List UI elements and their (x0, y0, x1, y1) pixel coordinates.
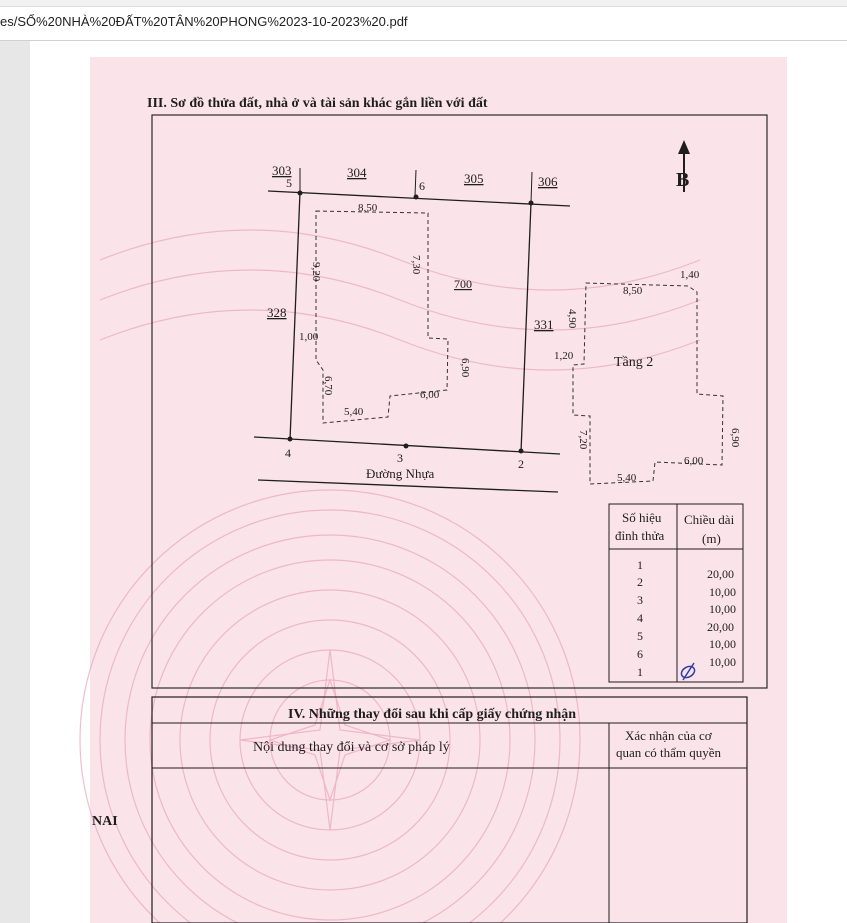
initial-mark-icon (679, 663, 696, 680)
f1-left: 9,20 (310, 262, 322, 282)
floor2-outline (573, 283, 723, 484)
f2-step: 1,20 (554, 350, 574, 362)
parcel-304: 304 (347, 165, 367, 180)
table-header-col1-line2: đỉnh thửa (615, 528, 665, 543)
table-header-col2-line1: Chiều dài (684, 512, 735, 527)
section4-col2-line1: Xác nhận của cơ (625, 728, 712, 743)
f1-bottom-r: 6,00 (420, 389, 440, 401)
floor2-label: Tầng 2 (614, 355, 654, 370)
parcel-306: 306 (538, 174, 558, 189)
vertex-4: 4 (285, 446, 291, 460)
table-vertex: 4 (637, 611, 643, 625)
parcel-303: 303 (272, 163, 292, 178)
f1-low: 6,70 (322, 376, 334, 396)
margin-text: NAI (92, 814, 118, 829)
parcel-331: 331 (534, 317, 554, 332)
f1-top: 8,50 (358, 202, 378, 214)
table-length: 20,00 (707, 620, 734, 634)
road-label: Đường Nhựa (366, 466, 435, 481)
f2-bottom-r: 6,00 (684, 455, 704, 467)
parcel-328: 328 (267, 305, 287, 320)
vertex-3: 3 (397, 451, 403, 465)
table-header-col1-line1: Số hiệu (622, 510, 662, 525)
table-vertex: 6 (637, 647, 643, 661)
vertex-6: 6 (419, 179, 425, 193)
table-vertex: 2 (637, 575, 643, 589)
top-boundary (268, 191, 570, 206)
section4-title: IV. Những thay đổi sau khi cấp giấy chứng nhận (288, 707, 577, 722)
table-vertex: 3 (637, 593, 643, 607)
f1-right: 6,90 (459, 358, 471, 378)
f1-bottom-l: 5,40 (344, 406, 364, 418)
table-length: 10,00 (709, 655, 736, 669)
vertex-length-table (609, 504, 743, 682)
svg-text:B: B (676, 169, 690, 191)
guilloche-pattern (80, 230, 700, 923)
left-boundary (290, 192, 300, 440)
vertex-2: 2 (518, 457, 524, 471)
north-arrow-icon (676, 140, 690, 192)
road-edge (258, 480, 558, 492)
f2-left-top: 4,90 (566, 309, 578, 329)
right-boundary (521, 203, 531, 452)
table-vertex: 1 (637, 665, 643, 679)
table-length: 10,00 (709, 585, 736, 599)
section4-col2-line2: quan có thẩm quyền (616, 745, 722, 760)
section4-col1: Nội dung thay đổi và cơ sở pháp lý (253, 740, 450, 755)
table-vertex: 5 (637, 629, 643, 643)
table-header-col2-line2: (m) (702, 531, 721, 546)
f2-bottom-l: 5,40 (617, 472, 637, 484)
vertex-5: 5 (286, 176, 292, 190)
table-length: 20,00 (707, 567, 734, 581)
section3-title: III. Sơ đồ thửa đất, nhà ở và tài sản khác gắn liền với đất (147, 96, 488, 111)
f1-step: 1,00 (299, 331, 319, 343)
f2-top: 8,50 (623, 285, 643, 297)
parcel-700: 700 (454, 277, 472, 291)
table-length: 10,00 (709, 637, 736, 651)
parcel-305: 305 (464, 171, 484, 186)
f2-right: 6,90 (729, 428, 741, 448)
f1-inner: 7,30 (410, 255, 422, 275)
table-vertex: 1 (637, 558, 643, 572)
url-text[interactable]: es/SỔ%20NHÀ%20ĐẤT%20TÂN%20PHONG%2023-10-2023%20.pdf (0, 14, 408, 29)
table-length: 10,00 (709, 602, 736, 616)
f2-corner: 1,40 (680, 269, 700, 281)
f2-left-low: 7,20 (577, 430, 589, 450)
